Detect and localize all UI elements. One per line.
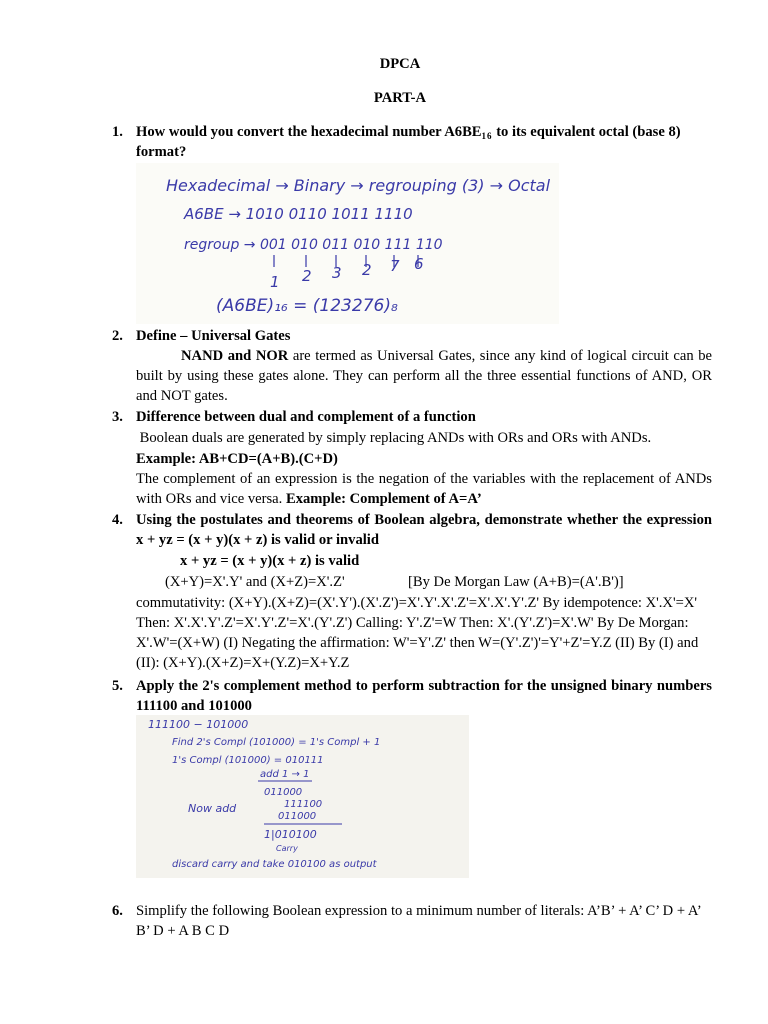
q5-title: Apply the 2's complement method to perform subtraction for the unsigned binary numbers 111100 and 101000 xyxy=(136,678,712,714)
q5-hw-l1: 111100 − 101000 xyxy=(148,718,249,731)
part-heading: PART-A xyxy=(373,90,427,106)
q4-number: 4. xyxy=(112,512,123,528)
q3-example1: Example: AB+CD=(A+B).(C+D) xyxy=(136,451,338,467)
q5-hw-l9: Carry xyxy=(276,844,298,853)
q2-text: are termed as Universal Gates, since any kind of logical circuit can be built by using these gates alone. They can perform all the three essential functions of AND, OR and NOT gates. xyxy=(136,348,712,404)
q5-hw-l5: 011000 xyxy=(264,787,303,798)
q5-hw-l7: 011000 xyxy=(278,811,317,822)
q5-hw-l6b: 111100 xyxy=(284,799,323,810)
q3-number: 3. xyxy=(112,409,123,425)
q3-example2: Example: Complement of A=A’ xyxy=(285,491,482,507)
q1-hw-digit: 6 xyxy=(414,255,424,273)
q2-number: 2. xyxy=(112,328,123,344)
q5-hw-l3: 1's Compl (101000) = 010111 xyxy=(172,755,324,766)
q4-proof: commutativity: (X+Y).(X+Z)=(X'.Y').(X'.Z')=X'.Y'.X'.Z'=X'.X'.Y'.Z' By idempotence: X'.X'=X' Then: X'.X'.Y'.Z'=X'.Y'.Z'=X'.(Y'.Z') Calling: Y'.Z'=W Then: X'.(Y'.Z')=X'.W' By De Morgan: X'.W'=(X+W) (I) Negating the affirmation: W'=Y'.Z' then W=(Y'.Z')'=Y'+Z'=Y.Z (II) By (I) and (II): (X+Y).(X+Z)=X+(Y.Z)=X+Y.Z xyxy=(136,595,699,671)
q1-hw-line3: regroup → 001 010 011 010 111 110 xyxy=(184,237,443,253)
q1-hw-digit: 7 xyxy=(390,257,400,275)
q1-hw-digit: 3 xyxy=(332,264,342,282)
q6-number: 6. xyxy=(112,903,123,919)
q1-number: 1. xyxy=(112,124,123,140)
q1-hw-result: (A6BE)₁₆ = (123276)₈ xyxy=(216,296,398,316)
q1-handwritten-image xyxy=(136,163,559,324)
q1-hw-digit: 2 xyxy=(302,267,312,285)
q1-hw-digit: 1 xyxy=(270,273,280,291)
q3-title: Difference between dual and complement of a function xyxy=(136,409,476,425)
q5-hw-l4: add 1 → 1 xyxy=(260,769,310,780)
q3-line1: Boolean duals are generated by simply replacing ANDs with ORs and ORs with ANDs. xyxy=(136,430,652,446)
q4-line1b: [By De Morgan Law (A+B)=(A'.B')] xyxy=(408,574,624,590)
q5-hw-l10: discard carry and take 010100 as output xyxy=(172,859,377,870)
q4-title: Using the postulates and theorems of Boolean algebra, demonstrate whether the expression x + yz = (x + y)(x + z) is valid or invalid xyxy=(136,512,712,548)
q2-title: Define – Universal Gates xyxy=(136,328,291,344)
q3-line2 xyxy=(136,469,712,509)
q3-line2-text: The complement of an expression is the negation of the variables with the replacement of ANDs with ORs and vice versa. xyxy=(136,471,712,507)
q5-hw-l8: 1|010100 xyxy=(264,828,317,841)
q1-hw-digit: 2 xyxy=(362,261,372,279)
q2-bold-lead: NAND and NOR xyxy=(181,348,289,364)
q5-hw-l6a: Now add xyxy=(188,802,237,815)
q1-hw-line1: Hexadecimal → Binary → regrouping (3) → Octal xyxy=(166,176,551,195)
document-title: DPCA xyxy=(379,56,421,72)
q1-question-cont: format? xyxy=(136,144,187,160)
q5-number: 5. xyxy=(112,678,123,694)
q4-claim: x + yz = (x + y)(x + z) is valid xyxy=(180,553,360,569)
q1-subscript: 16 xyxy=(481,131,493,141)
q1-hw-line2: A6BE → 1010 0110 1011 1110 xyxy=(184,205,413,223)
q1-text-b: to its equivalent octal (base 8) xyxy=(492,124,681,140)
q2-answer xyxy=(136,346,712,406)
q1-text-a: How would you convert the hexadecimal number A6BE xyxy=(136,124,482,140)
q5-hw-l2: Find 2's Compl (101000) = 1's Compl + 1 xyxy=(172,737,381,748)
q6-text: Simplify the following Boolean expression to a minimum number of literals: A’B’ + A’ C’ D + A’ B’ D + A B C D xyxy=(136,903,701,939)
q5-handwritten-image xyxy=(136,715,469,878)
q4-line1a: (X+Y)=X'.Y' and (X+Z)=X'.Z' xyxy=(165,574,345,590)
